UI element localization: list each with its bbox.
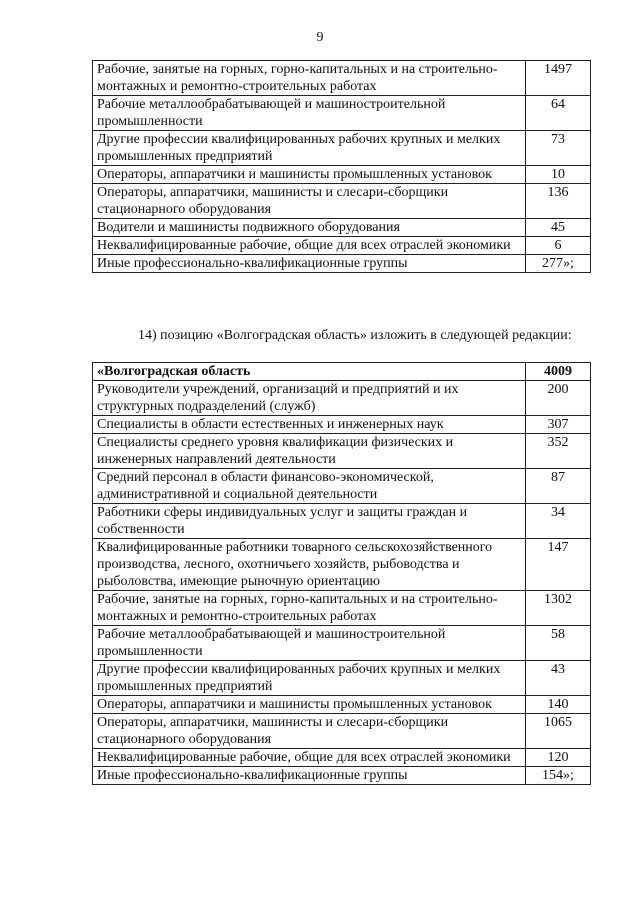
occupation-table-previous [92,60,591,273]
row-label: Операторы, аппаратчики и машинисты промышленных установок [93,696,526,714]
row-label: Рабочие металлообрабатывающей и машиностроительной промышленности [93,626,526,661]
row-value: 43 [526,661,591,696]
table-row [93,626,591,661]
row-value: 136 [526,184,591,219]
table-row [93,166,591,184]
table-row [93,237,591,255]
table-row [93,255,591,273]
row-label: Средний персонал в области финансово-экономической, административной и социальной деятельности [93,469,526,504]
row-value: 200 [526,381,591,416]
row-value: 277»; [526,255,591,273]
table-row [93,96,591,131]
row-label: Рабочие, занятые на горных, горно-капитальных и на строительно-монтажных и ремонтно-строительных работах [93,591,526,626]
table-header-row [93,363,591,381]
row-label: Другие профессии квалифицированных рабочих крупных и мелких промышленных предприятий [93,131,526,166]
row-label: Неквалифицированные рабочие, общие для всех отраслей экономики [93,749,526,767]
occupation-table-volgograd [92,362,591,785]
row-label: Иные профессионально-квалификационные группы [93,767,526,785]
row-value: 10 [526,166,591,184]
row-value: 1302 [526,591,591,626]
row-label: Водители и машинисты подвижного оборудования [93,219,526,237]
table-row [93,714,591,749]
row-value: 1497 [526,61,591,96]
table-row [93,661,591,696]
row-value: 140 [526,696,591,714]
amendment-paragraph: 14) позицию «Волгоградская область» изложить в следующей редакции: [138,328,572,343]
row-label: Специалисты среднего уровня квалификации физических и инженерных направлений деятельности [93,434,526,469]
row-label: Другие профессии квалифицированных рабочих крупных и мелких промышленных предприятий [93,661,526,696]
row-value: 154»; [526,767,591,785]
table-row [93,131,591,166]
row-value: 147 [526,539,591,591]
table-row [93,381,591,416]
table-row [93,469,591,504]
table-row [93,749,591,767]
table-row [93,539,591,591]
table-row [93,591,591,626]
table-body [93,363,591,785]
row-value: 6 [526,237,591,255]
table-row [93,434,591,469]
row-label: Операторы, аппаратчики, машинисты и слесари-сборщики стационарного оборудования [93,714,526,749]
table-row [93,61,591,96]
table-row [93,416,591,434]
table-row [93,184,591,219]
row-value: 58 [526,626,591,661]
row-value: 307 [526,416,591,434]
row-label: Операторы, аппаратчики и машинисты промышленных установок [93,166,526,184]
row-label: Специалисты в области естественных и инженерных наук [93,416,526,434]
region-name: «Волгоградская область [93,363,526,381]
row-label: Работники сферы индивидуальных услуг и защиты граждан и собственности [93,504,526,539]
row-value: 1065 [526,714,591,749]
row-label: Иные профессионально-квалификационные группы [93,255,526,273]
page-number: 9 [316,30,324,45]
row-value: 120 [526,749,591,767]
row-value: 45 [526,219,591,237]
row-label: Рабочие металлообрабатывающей и машиностроительной промышленности [93,96,526,131]
row-value: 64 [526,96,591,131]
region-total: 4009 [526,363,591,381]
row-label: Неквалифицированные рабочие, общие для всех отраслей экономики [93,237,526,255]
row-label: Руководители учреждений, организаций и предприятий и их структурных подразделений (служб) [93,381,526,416]
table-row [93,504,591,539]
table-row [93,219,591,237]
row-value: 34 [526,504,591,539]
table-row [93,696,591,714]
table-body [93,61,591,273]
row-value: 87 [526,469,591,504]
row-label: Рабочие, занятые на горных, горно-капитальных и на строительно-монтажных и ремонтно-строительных работах [93,61,526,96]
row-value: 73 [526,131,591,166]
row-value: 352 [526,434,591,469]
row-label: Квалифицированные работники товарного сельскохозяйственного производства, лесного, охотничьего хозяйств, рыбоводства и рыболовства, имеющие рыночную ориентацию [93,539,526,591]
row-label: Операторы, аппаратчики, машинисты и слесари-сборщики стационарного оборудования [93,184,526,219]
table-row [93,767,591,785]
